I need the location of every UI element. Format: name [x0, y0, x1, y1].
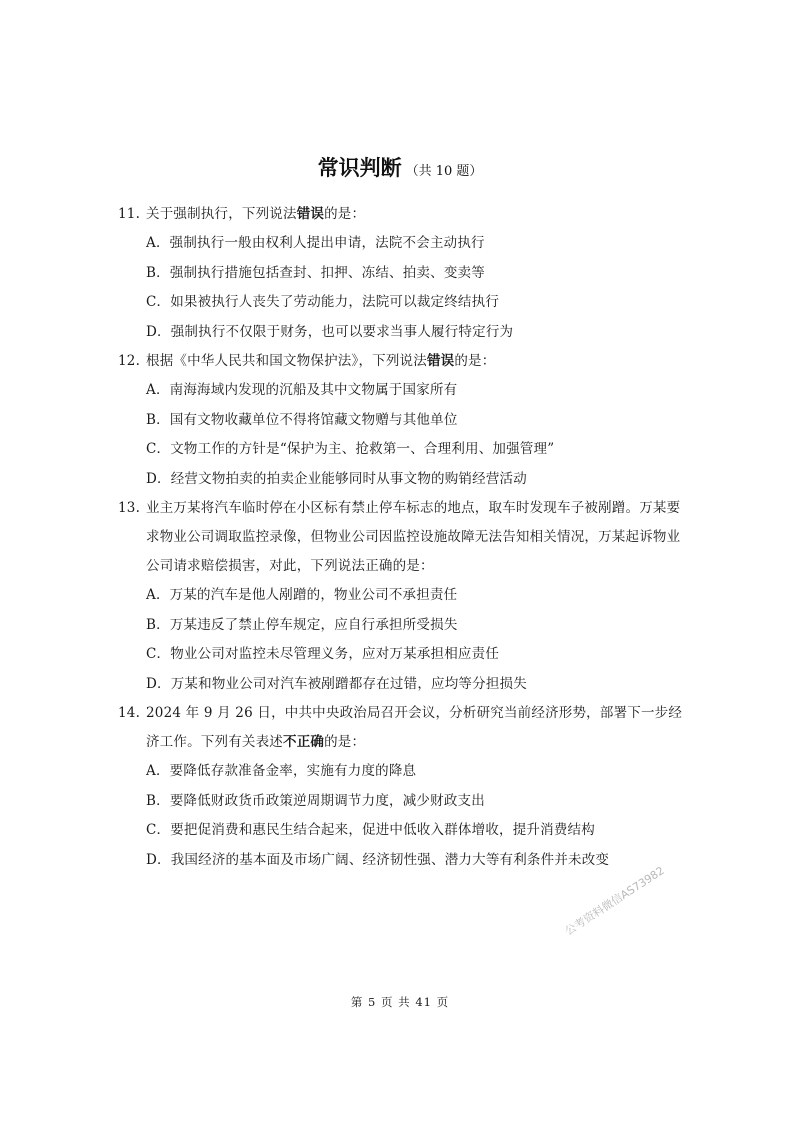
option-b: B．万某违反了禁止停车规定，应自行承担所受损失 — [146, 616, 458, 633]
question-13 — [118, 494, 688, 699]
stem-emphasis: 错误 — [426, 353, 455, 369]
question-stem — [118, 494, 688, 581]
option-d: D．强制执行不仅限于财务，也可以要求当事人履行特定行为 — [146, 323, 514, 340]
stem-text: 根据《中华人民共和国文物保护法》，下列说法 — [146, 353, 427, 369]
stem-text: 2024 年 9 月 26 日，中共中央政治局召开会议，分析研究当前经济形势，部署下一步经济工作。下列有关表述 — [146, 705, 683, 750]
question-14 — [118, 699, 688, 875]
question-list — [118, 200, 688, 875]
stem-emphasis: 不正确 — [283, 734, 325, 750]
option-a: A．万某的汽车是他人剐蹭的，物业公司不承担责任 — [146, 587, 458, 603]
option-a: A．强制执行一般由权利人提出申请，法院不会主动执行 — [146, 235, 485, 251]
stem-text-end: 的是： — [324, 734, 366, 750]
question-11 — [118, 200, 688, 347]
section-subtitle: （共 10 题） — [405, 164, 483, 179]
stem-text-end: 的是： — [454, 353, 496, 369]
watermark: 公考资料微信AS73982 — [562, 864, 667, 938]
question-stem — [118, 699, 688, 757]
option-a: A．南海海域内发现的沉船及其中文物属于国家所有 — [146, 382, 458, 398]
section-title — [0, 152, 800, 182]
option-b: B．国有文物收藏单位不得将馆藏文物赠与其他单位 — [146, 411, 458, 428]
question-number: 14. — [118, 705, 141, 721]
option-c: C．要把促消费和惠民生结合起来，促进中低收入群体增收，提升消费结构 — [146, 822, 595, 838]
option-d: D．我国经济的基本面及市场广阔、经济韧性强、潜力大等有利条件并未改变 — [146, 851, 610, 868]
question-12 — [118, 347, 688, 494]
stem-emphasis: 错误 — [296, 206, 325, 222]
option-d: D．万某和物业公司对汽车被剐蹭都存在过错，应均等分担损失 — [146, 675, 527, 692]
page-footer: 第 5 页 共 41 页 — [350, 995, 450, 1009]
question-number: 11. — [118, 206, 141, 222]
option-c: C．文物工作的方针是“保护为主、抢救第一、合理利用、加强管理” — [146, 441, 555, 457]
option-b: B．强制执行措施包括查封、扣押、冻结、拍卖、变卖等 — [146, 264, 485, 281]
question-stem — [118, 347, 688, 376]
stem-text: 关于强制执行，下列说法 — [146, 206, 297, 222]
stem-text-end: 的是： — [324, 206, 366, 222]
option-c: C．物业公司对监控未尽管理义务，应对万某承担相应责任 — [146, 646, 500, 662]
question-number: 13. — [118, 500, 141, 516]
option-b: B．要降低财政货币政策逆周期调节力度，减少财政支出 — [146, 792, 485, 809]
question-stem — [118, 200, 688, 229]
option-c: C．如果被执行人丧失了劳动能力，法院可以裁定终结执行 — [146, 294, 500, 310]
stem-text: 业主万某将汽车临时停在小区标有禁止停车标志的地点，取车时发现车子被剐蹭。万某要求物业公司调取监控录像，但物业公司因监控设施故障无法告知相关情况，万某起诉物业公司请求赔偿损害，对此，下列说法正确的是： — [146, 500, 681, 574]
option-a: A．要降低存款准备金率，实施有力度的降息 — [146, 763, 417, 779]
section-title-text: 常识判断 — [317, 156, 402, 180]
option-d: D．经营文物拍卖的拍卖企业能够同时从事文物的购销经营活动 — [146, 470, 527, 487]
question-number: 12. — [118, 353, 141, 369]
